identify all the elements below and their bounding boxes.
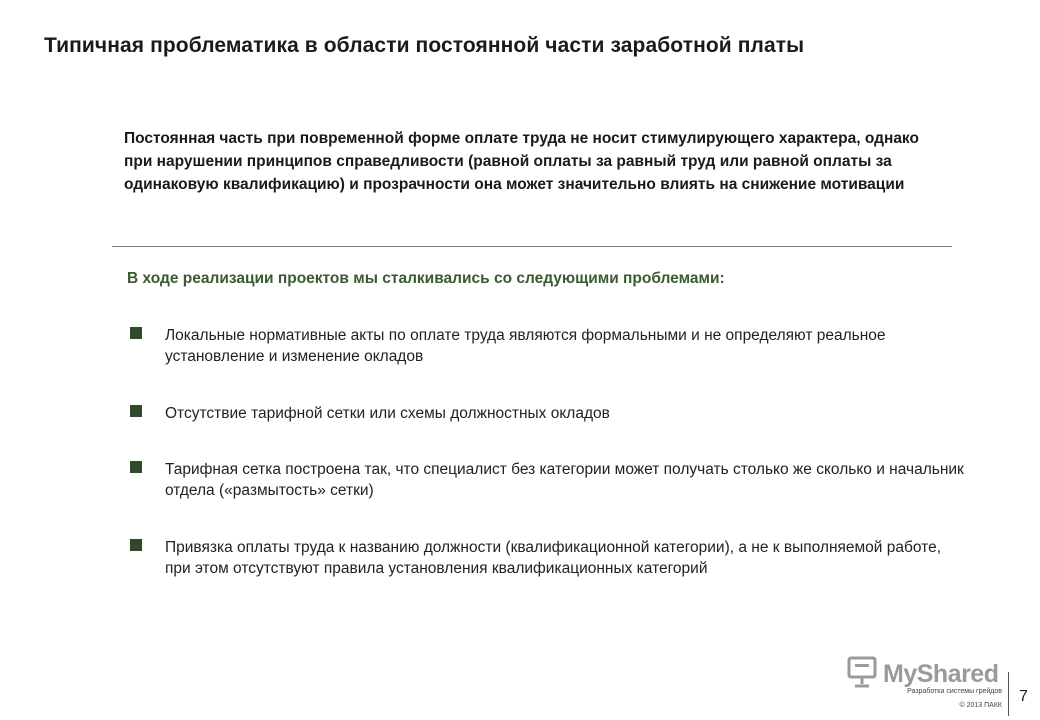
lead-paragraph: Постоянная часть при повременной форме оплате труда не носит стимулирующего характера, однако при нарушении принципов справедливости (равной оплаты за равный труд или равной оплаты за одинаковую квалификацию) и прозрачности она может значительно влиять на снижение мотивации <box>124 130 919 193</box>
list-item-text: Тарифная сетка построена так, что специалист без категории может получать столько же сколько и начальник отдела («размытость» сетки) <box>165 461 964 499</box>
watermark-text: MyShared <box>883 660 999 688</box>
section-heading: В ходе реализации проектов мы сталкивались со следующими проблемами: <box>127 270 725 287</box>
footer-divider <box>1008 672 1009 716</box>
square-bullet-icon <box>130 461 142 473</box>
list-item-text: Привязка оплаты труда к названию должности (квалификационной категории), а не к выполняемой работе, при этом отсутствуют правила установления квалификационных категорий <box>165 539 942 577</box>
list-item-text: Отсутствие тарифной сетки или схемы должностных окладов <box>165 405 610 422</box>
square-bullet-icon <box>130 539 142 551</box>
footer-caption: Разработка системы грейдов <box>907 688 1002 695</box>
presentation-board-icon <box>845 655 879 694</box>
divider <box>112 246 952 247</box>
square-bullet-icon <box>130 327 142 339</box>
footer-copyright: © 2013 ПАКК <box>959 702 1002 709</box>
page-number: 7 <box>1019 688 1028 705</box>
list-item-text: Локальные нормативные акты по оплате труда являются формальными и не определяют реальное установление и изменение окладов <box>165 327 886 365</box>
square-bullet-icon <box>130 405 142 417</box>
slide-title: Типичная проблематика в области постоянной части заработной платы <box>44 34 805 57</box>
